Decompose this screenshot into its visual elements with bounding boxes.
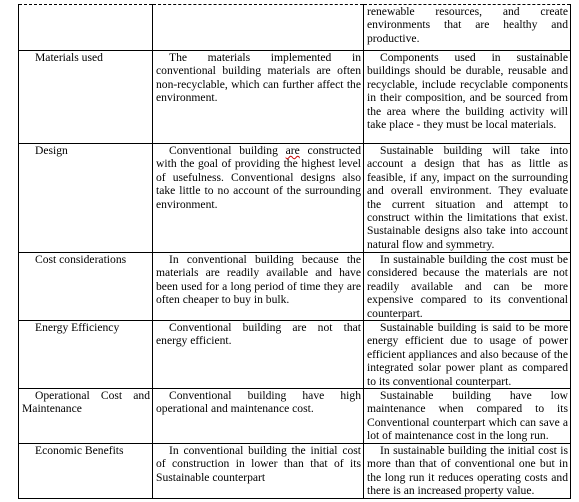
sustainable-cell: Sustainable building have low maintenance when compared to its Conventional counterpart which can save a lot of maintenance cost in the long run. [364, 389, 571, 444]
table-row [19, 51, 571, 144]
aspect-cell: Cost considerations [19, 253, 153, 321]
sustainable-cell: renewable resources, and create environments that are healthy and productive. [364, 5, 571, 51]
aspect-cell: Economic Benefits [19, 444, 153, 499]
conventional-cell [153, 5, 364, 51]
conventional-cell: Conventional building are not that energy efficient. [153, 321, 364, 389]
conventional-cell: The materials implemented in conventional building materials are often non-recyclable, which can further affect the environment. [153, 51, 364, 144]
sustainable-cell: Sustainable building is said to be more energy efficient due to usage of power efficient appliances and also because of the integrated solar power plant as compared to its conventional counterpart. [364, 321, 571, 389]
table-row [19, 5, 571, 51]
comparison-table [18, 4, 571, 499]
conventional-cell: Conventional building are constructed with the goal of providing the highest level of usefulness. Conventional designs also take little to no account of the surrounding environment. [153, 144, 364, 253]
table-row [19, 321, 571, 389]
aspect-cell [19, 5, 153, 51]
spellcheck-mark: are [285, 144, 300, 157]
sustainable-cell: In sustainable building the initial cost is more than that of conventional one but in the long run it reduces operating costs and there is an increased property value. [364, 444, 571, 499]
sustainable-cell: Sustainable building will take into account a design that has as little as feasible, if any, impact on the surrounding and overall environment. They evaluate the current situation and attempt to construct within the limitations that exist. Sustainable designs also take into account natural flow and symmetry. [364, 144, 571, 253]
table-row [19, 444, 571, 499]
sustainable-cell: In sustainable building the cost must be considered because the materials are not readily available and can be more expensive compared to its conventional counterpart. [364, 253, 571, 321]
conventional-cell: In conventional building because the materials are readily available and have been used for a long period of time they are often cheaper to buy in bulk. [153, 253, 364, 321]
aspect-cell: Energy Efficiency [19, 321, 153, 389]
aspect-cell: Operational Cost and Maintenance [19, 389, 153, 444]
aspect-cell: Design [19, 144, 153, 253]
sustainable-cell: Components used in sustainable buildings should be durable, reusable and recyclable, include recyclable components in their composition, and be sourced from the area where the building activity will take place - they must be local materials. [364, 51, 571, 144]
table-row [19, 389, 571, 444]
table-row [19, 253, 571, 321]
conventional-cell: Conventional building have high operational and maintenance cost. [153, 389, 364, 444]
table-row [19, 144, 571, 253]
aspect-cell: Materials used [19, 51, 153, 144]
conventional-cell: In conventional building the initial cost of construction in lower than that of its Sustainable counterpart [153, 444, 364, 499]
